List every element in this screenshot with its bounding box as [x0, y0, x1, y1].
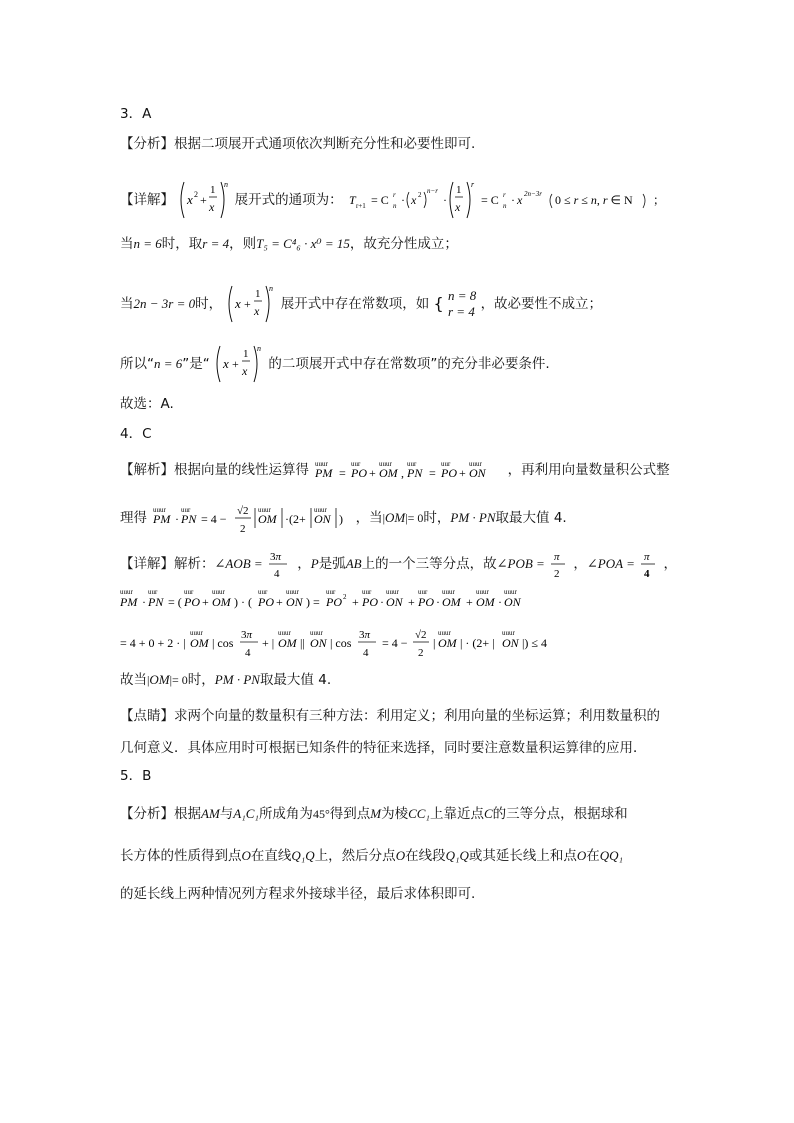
- svg-text:x: x: [209, 200, 215, 214]
- svg-text:PO: PO: [441, 466, 458, 480]
- dot-product-expression: [151, 498, 351, 538]
- svg-text:n: n: [392, 202, 397, 210]
- svg-text:PO: PO: [326, 595, 342, 609]
- svg-text:r: r: [470, 180, 475, 189]
- svg-text:uur: uur: [362, 588, 372, 596]
- q4-jiexi-line2: 理得 PM uuur · PN uur = 4 − √2 2 OM uuur ·(2+ ON uuur ) ，当|OM|= 0时，PM · PN取最大值 4.: [120, 498, 567, 538]
- svg-text:) =: ) =: [306, 595, 320, 609]
- svg-text:4: 4: [644, 568, 650, 580]
- svg-text:n: n: [502, 202, 507, 210]
- svg-text:| cos: | cos: [212, 636, 234, 650]
- svg-text:r+1: r+1: [355, 202, 366, 210]
- q3-case-sufficiency: 当n = 6时，取r = 4，则T₅ = C⁴₆ · x⁰ = 15，故充分性成立；: [120, 236, 458, 252]
- svg-text:|) ≤ 4: |) ≤ 4: [522, 636, 547, 650]
- svg-text:=: =: [339, 466, 347, 480]
- svg-text:PM: PM: [315, 466, 333, 480]
- svg-text:=: =: [429, 466, 437, 480]
- general-term-formula: [347, 178, 667, 222]
- svg-text:uur: uur: [181, 506, 191, 514]
- svg-text:uuur: uuur: [120, 588, 133, 596]
- q4-last-line: 故当|OM|= 0时，PM · PN取最大值 4.: [120, 672, 332, 688]
- svg-text:= 4 + 0 + 2 · |: = 4 + 0 + 2 · |: [120, 636, 186, 650]
- svg-text:·(2+: ·(2+: [285, 512, 307, 526]
- svg-text:ON: ON: [502, 636, 519, 650]
- svg-text:uuur: uuur: [314, 506, 328, 514]
- fraction-pi-over-2: [549, 546, 569, 582]
- svg-text:2: 2: [554, 568, 560, 580]
- svg-text:+: +: [369, 466, 377, 480]
- svg-text:uuur: uuur: [379, 460, 393, 468]
- svg-text:uuur: uuur: [278, 629, 291, 637]
- svg-text:OM: OM: [258, 512, 277, 526]
- svg-text:+: +: [352, 595, 359, 609]
- q5-analysis-line3: 的延长线上两种情况列方程求外接球半径，最后求体积即可.: [120, 886, 476, 902]
- q3-analysis: 【分析】根据二项展开式通项依次判断充分性和必要性即可.: [120, 136, 476, 152]
- svg-text:·: ·: [175, 512, 180, 526]
- q3-choice: 故选：A.: [120, 396, 174, 412]
- svg-text:r: r: [392, 191, 396, 199]
- svg-text:OM: OM: [442, 595, 461, 609]
- svg-text:PO: PO: [418, 595, 434, 609]
- svg-text:4: 4: [273, 568, 280, 580]
- svg-text:uuur: uuur: [212, 588, 225, 596]
- svg-text:1: 1: [255, 288, 261, 300]
- svg-text:T: T: [348, 193, 356, 207]
- svg-text:2: 2: [240, 523, 246, 535]
- svg-text:,: ,: [401, 466, 405, 480]
- svg-text:n: n: [257, 344, 262, 353]
- svg-text:= 4 −: = 4 −: [201, 512, 227, 526]
- svg-text:uuur: uuur: [442, 588, 455, 596]
- svg-text:n: n: [269, 284, 274, 293]
- svg-text:x: x: [410, 193, 417, 207]
- svg-text:0 ≤ r ≤ n, r ∈ N: 0 ≤ r ≤ n, r ∈ N: [554, 193, 633, 207]
- svg-text:= C: = C: [370, 193, 389, 207]
- svg-text:4: 4: [363, 647, 369, 659]
- svg-text:uur: uur: [184, 588, 194, 596]
- svg-text:PO: PO: [362, 595, 378, 609]
- svg-text:π: π: [554, 551, 560, 563]
- svg-text:·: ·: [498, 595, 502, 609]
- svg-text:+ |: + |: [262, 636, 275, 650]
- svg-text:·: ·: [436, 595, 440, 609]
- svg-text:x: x: [187, 192, 194, 207]
- svg-text:ON: ON: [310, 636, 327, 650]
- svg-text:·: ·: [400, 193, 405, 207]
- svg-text:ON: ON: [504, 595, 521, 609]
- fraction-pi-over-4: [639, 546, 659, 582]
- svg-text:x: x: [242, 364, 248, 378]
- svg-text:；: ；: [652, 193, 665, 207]
- q5-analysis-line2: 长方体的性质得到点O在直线Q₁Q上，然后分点O在线段Q₁Q或其延长线上和点O在QQ₁: [120, 848, 624, 864]
- q3-conclusion: 所以“n = 6”是“ x + 1 x n 的二项展开式中存在常数项”的充分非必要条件.: [120, 342, 550, 386]
- fraction-3pi-over-4: [267, 546, 293, 582]
- svg-text:uur: uur: [258, 588, 268, 596]
- q3-heading: 3．A: [120, 106, 152, 122]
- svg-text:= (: = (: [168, 595, 182, 609]
- svg-text:3π: 3π: [269, 551, 281, 563]
- svg-text:uur: uur: [418, 588, 428, 596]
- svg-text:1: 1: [243, 348, 249, 360]
- svg-text:PN: PN: [148, 595, 164, 609]
- svg-text:x: x: [235, 296, 242, 311]
- dot-product-expansion: [120, 584, 560, 614]
- svg-text:OM: OM: [438, 636, 457, 650]
- svg-text:uur: uur: [407, 460, 417, 468]
- svg-text:+: +: [459, 466, 467, 480]
- svg-text:2: 2: [343, 593, 347, 601]
- q4-jiexi-line1: 【解析】根据向量的线性运算得 PM uuur = PO uur + OM uuur , PN uur = PO uur + ON uuur ，再利用向量数量积公式整: [120, 460, 670, 480]
- svg-text:uur: uur: [441, 460, 451, 468]
- svg-text:ON: ON: [386, 595, 403, 609]
- svg-text:||: ||: [300, 636, 305, 650]
- svg-text:ON: ON: [469, 466, 486, 480]
- q3-case-necessity: 当2n − 3r = 0时， x + 1 x n 展开式中存在常数项，如 { n = 8 r = 4 ，故必要性不成立；: [120, 282, 602, 326]
- svg-text:√2: √2: [415, 629, 427, 641]
- binomial-expression-x-plus-inverse: [226, 282, 276, 326]
- svg-text:uur: uur: [148, 588, 158, 596]
- svg-text:·: ·: [442, 193, 447, 207]
- svg-text:OM: OM: [476, 595, 495, 609]
- q5-heading: 5．B: [120, 768, 152, 784]
- svg-text:uuur: uuur: [469, 460, 483, 468]
- svg-text:= C: = C: [480, 193, 499, 207]
- svg-text:n: n: [224, 180, 229, 189]
- svg-text:uuur: uuur: [438, 629, 451, 637]
- svg-text:uuur: uuur: [286, 588, 299, 596]
- svg-text:+: +: [244, 297, 252, 311]
- svg-text:x: x: [516, 193, 523, 207]
- svg-text:·: ·: [380, 595, 384, 609]
- svg-text:2: 2: [417, 191, 422, 199]
- dot-product-bound: [120, 622, 560, 662]
- svg-text:x: x: [223, 356, 229, 371]
- svg-text:4: 4: [245, 647, 251, 659]
- svg-text:OM: OM: [278, 636, 297, 650]
- svg-text:π: π: [644, 551, 650, 563]
- q3-detail-line: 【详解】 x 2 + 1 x n 展开式的通项为： T r+1 = C r n · x 2 n−r · 1 x r = C r n · x 2n−3r 0 ≤ r ≤ n, r ∈ N ；: [120, 178, 667, 222]
- svg-text:uuur: uuur: [153, 506, 167, 514]
- svg-text:PO: PO: [351, 466, 368, 480]
- svg-text:uuur: uuur: [476, 588, 489, 596]
- q4-tip-line2: 几何意义．具体应用时可根据已知条件的特征来选择，同时要注意数量积运算律的应用．: [120, 740, 647, 756]
- svg-text:3π: 3π: [359, 629, 371, 641]
- q4-detail-line1: 【详解】解析：∠AOB = 3π 4 ，P是弧AB上的一个三等分点，故∠POB = π 2 ，∠POA = π 4 ，: [120, 546, 677, 582]
- q5-analysis-line1: 【分析】根据AM与A₁C₁所成角为45°得到点M为棱CC₁上靠近点C的三等分点，根据球和: [120, 806, 628, 822]
- svg-text:OM: OM: [190, 636, 209, 650]
- svg-text:n−r: n−r: [426, 187, 438, 195]
- q4-tip-line1: 【点睛】求两个向量的数量积有三种方法：利用定义；利用向量的坐标运算；利用数量积的: [120, 708, 660, 724]
- svg-text:uuur: uuur: [310, 629, 323, 637]
- svg-text:·: ·: [510, 193, 515, 207]
- svg-text:PM: PM: [153, 512, 171, 526]
- svg-text:= 4 −: = 4 −: [382, 636, 408, 650]
- svg-text:ON: ON: [286, 595, 303, 609]
- svg-text:OM: OM: [212, 595, 231, 609]
- svg-text:+: +: [408, 595, 415, 609]
- svg-text:2: 2: [418, 647, 424, 659]
- svg-text:uur: uur: [326, 588, 336, 596]
- svg-text:PM: PM: [120, 595, 138, 609]
- vector-decomposition: [313, 458, 503, 482]
- brace: {: [433, 294, 444, 313]
- svg-text:√2: √2: [237, 505, 249, 517]
- svg-text:x: x: [254, 304, 260, 318]
- svg-text:) · (: ) · (: [234, 595, 252, 609]
- analysis-tag: 【分析】: [120, 136, 174, 152]
- svg-text:uuur: uuur: [190, 629, 203, 637]
- q4-heading: 4．C: [120, 426, 152, 442]
- svg-text:uuur: uuur: [504, 588, 517, 596]
- svg-text:1: 1: [455, 184, 462, 196]
- binomial-expression-q3: [178, 178, 230, 222]
- svg-text:uur: uur: [351, 460, 361, 468]
- counterexample-system: n = 8 r = 4: [447, 288, 477, 319]
- svg-text:): ): [339, 512, 344, 526]
- svg-text:PO: PO: [184, 595, 200, 609]
- svg-text:uuur: uuur: [386, 588, 399, 596]
- svg-text:PO: PO: [258, 595, 274, 609]
- svg-text:2n−3r: 2n−3r: [523, 190, 542, 198]
- svg-text:|: |: [433, 636, 436, 650]
- svg-text:+: +: [232, 357, 239, 371]
- svg-text:2: 2: [194, 190, 199, 199]
- svg-text:uuur: uuur: [315, 460, 329, 468]
- svg-text:+: +: [466, 595, 473, 609]
- svg-text:PN: PN: [407, 466, 423, 480]
- svg-text:+: +: [200, 193, 208, 207]
- svg-text:ON: ON: [314, 512, 331, 526]
- svg-text:| · (2+ |: | · (2+ |: [460, 636, 495, 650]
- svg-text:+: +: [202, 595, 209, 609]
- binomial-expression-conclusion: [214, 342, 264, 386]
- svg-text:uuur: uuur: [258, 506, 272, 514]
- svg-text:uuur: uuur: [502, 629, 515, 637]
- svg-text:PN: PN: [181, 512, 197, 526]
- svg-text:r: r: [502, 191, 506, 199]
- svg-text:1: 1: [210, 184, 216, 196]
- svg-text:3π: 3π: [241, 629, 253, 641]
- svg-text:·: ·: [142, 595, 146, 609]
- svg-text:OM: OM: [379, 466, 398, 480]
- svg-text:| cos: | cos: [330, 636, 352, 650]
- svg-text:x: x: [454, 200, 461, 214]
- svg-text:+: +: [276, 595, 283, 609]
